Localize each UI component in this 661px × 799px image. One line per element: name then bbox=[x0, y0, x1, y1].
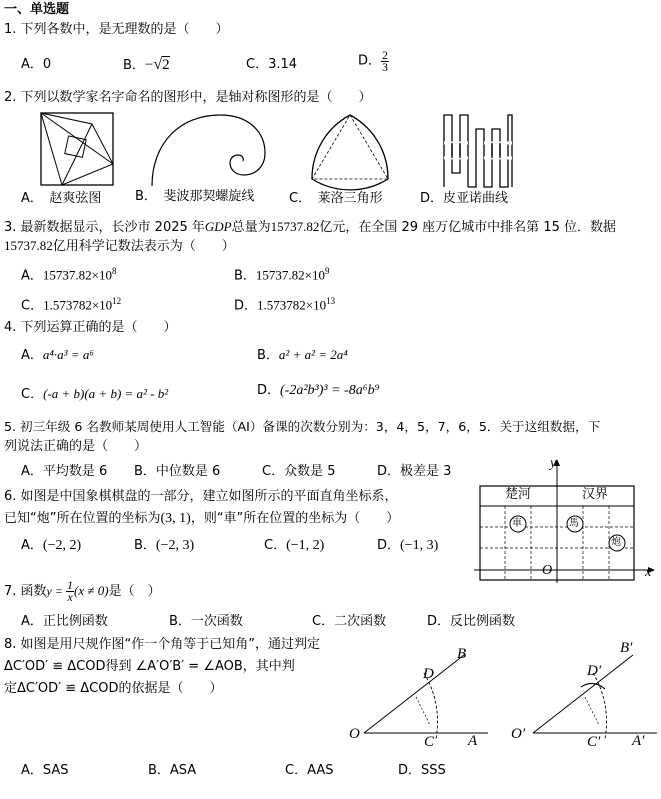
zhaoshuang-diagram bbox=[40, 112, 115, 187]
q3-c-label: C． bbox=[21, 298, 44, 314]
q3-stem-part2: 总量为 bbox=[231, 220, 271, 235]
q2-stem: 2. 下列以数学家名字命名的图形中，是轴对称图形的是（ ） bbox=[4, 90, 372, 105]
q7-frac-num: 1 bbox=[66, 578, 73, 592]
q6-stem-line2 bbox=[4, 511, 399, 527]
q4-d-label: D． bbox=[257, 383, 281, 398]
q3-d-base: 1.573782×10 bbox=[257, 297, 327, 313]
q6-b-val: (−2, 3) bbox=[155, 538, 195, 553]
q1-minus: − bbox=[144, 57, 154, 73]
q7-option-c[interactable]: C．二次函数 bbox=[312, 614, 387, 629]
q6-stem-line1: 6. 如图是中国象棋棋盘的一部分，建立如图所示的平面直角坐标系， bbox=[4, 489, 398, 504]
q4-option-b[interactable] bbox=[257, 347, 348, 364]
q3-stem-part3: 亿元，在全国 29 座万亿城市中排名第 15 位．数据 bbox=[319, 220, 616, 235]
q2-option-c[interactable]: C． 莱洛三角形 bbox=[289, 191, 383, 206]
q3-stem-line2 bbox=[4, 238, 235, 255]
label-D: D bbox=[423, 666, 434, 682]
q1-option-b-label: B． bbox=[123, 58, 145, 73]
q3-b-base: 15737.82×10 bbox=[255, 267, 326, 283]
q1-option-c[interactable]: C．3.14 bbox=[246, 57, 298, 72]
q5-stem-line2: 列说法正确的是（ ） bbox=[4, 439, 148, 454]
q1-option-b[interactable]: B．−√2 bbox=[123, 56, 170, 73]
q2-option-d[interactable]: D．皮亚诺曲线 bbox=[420, 191, 509, 206]
q8-stem-line2: ΔC′OD′ ≌ ΔCOD得到 ∠A′O′B′ = ∠AOB，其中判 bbox=[4, 659, 295, 674]
board-title-chuhe: 楚河 bbox=[505, 487, 532, 502]
q4-a-label: A． bbox=[21, 348, 43, 363]
q7-option-d[interactable]: D．反比例函数 bbox=[427, 614, 516, 629]
label-A: A bbox=[468, 733, 478, 749]
q3-option-c[interactable] bbox=[21, 293, 121, 314]
q3-number-2: 15737.82 bbox=[4, 238, 53, 253]
section-title: 一、单选题 bbox=[4, 2, 70, 17]
q1-option-d-label: D． bbox=[358, 53, 382, 69]
q3-stem-line1 bbox=[4, 219, 616, 236]
q1-frac-num: 2 bbox=[382, 48, 389, 62]
q3-c-exp: 12 bbox=[112, 296, 122, 306]
q6-a-label: A． bbox=[21, 538, 43, 553]
q3-d-exp: 13 bbox=[326, 296, 336, 306]
label-B: B bbox=[457, 646, 467, 662]
q2-option-b[interactable]: B． 斐波那契螺旋线 bbox=[135, 189, 255, 204]
q5-option-d[interactable]: D．极差是 3 bbox=[377, 464, 452, 479]
q1-option-d[interactable] bbox=[358, 50, 389, 73]
peano-curve bbox=[440, 113, 516, 188]
q6-stem-part2: ，则“車”所在位置的坐标为（ ） bbox=[190, 511, 400, 526]
label-D-prime: D′ bbox=[587, 663, 602, 679]
q3-option-a[interactable] bbox=[21, 263, 117, 284]
angle-figure-constructed bbox=[515, 645, 661, 745]
q3-stem-part1: 3. 最新数据显示，长沙市 2025 年 bbox=[4, 220, 205, 235]
q6-c-label: C． bbox=[264, 538, 287, 553]
q8-option-a[interactable]: A．SAS bbox=[21, 763, 69, 778]
q3-gdp: GDP bbox=[204, 219, 232, 234]
q5-option-b[interactable]: B．中位数是 6 bbox=[134, 464, 221, 479]
chessboard-figure bbox=[464, 458, 659, 583]
q8-stem-line3: 定ΔC′OD′ ≌ ΔCOD的依据是（ ） bbox=[4, 681, 223, 696]
q3-number: 15737.82 bbox=[270, 219, 320, 234]
board-title-hanjie: 汉界 bbox=[582, 487, 609, 502]
q7-frac-den: x bbox=[67, 590, 73, 604]
label-A-prime: A′ bbox=[632, 733, 645, 749]
origin-label: O bbox=[542, 563, 553, 578]
q3-b-label: B． bbox=[234, 268, 256, 284]
q8-option-d[interactable]: D．SSS bbox=[398, 763, 446, 778]
label-C-prime: C′ bbox=[587, 734, 601, 750]
q5-option-a[interactable]: A．平均数是 6 bbox=[21, 464, 108, 479]
q5-option-c[interactable]: C．众数是 5 bbox=[262, 464, 336, 479]
q6-option-a[interactable] bbox=[21, 538, 81, 554]
q6-d-label: D． bbox=[377, 538, 401, 553]
q4-option-d[interactable] bbox=[257, 383, 379, 399]
angle-figure-original bbox=[350, 645, 490, 745]
q7-y: y = bbox=[46, 584, 66, 598]
q4-c-label: C． bbox=[21, 387, 44, 402]
q7-option-a[interactable]: A．正比例函数 bbox=[21, 614, 108, 629]
q3-stem-part4: 亿用科学记数法表示为（ ） bbox=[52, 239, 235, 254]
q4-b-label: B． bbox=[257, 348, 279, 363]
q7-condition: (x ≠ 0) bbox=[73, 583, 109, 598]
q1-radicand: 2 bbox=[162, 57, 170, 73]
q6-option-b[interactable] bbox=[134, 538, 194, 554]
q6-a-val: (−2, 2) bbox=[42, 538, 82, 553]
q3-a-label: A． bbox=[21, 268, 43, 284]
q3-d-label: D． bbox=[234, 298, 258, 314]
q7-option-b[interactable]: B．一次函数 bbox=[169, 614, 243, 629]
piece-pao: 炮 bbox=[611, 537, 621, 548]
q5-stem-line1: 5. 初三年级 6 名教师某周使用人工智能（AI）备课的次数分别为：3，4，5，7，6，5．关于这组数据，下 bbox=[4, 419, 601, 434]
q4-a-expr: a⁴·a³ = a⁶ bbox=[42, 347, 94, 362]
q4-b-expr: a² + a² = 2a⁴ bbox=[278, 347, 348, 362]
q3-option-d[interactable] bbox=[234, 293, 335, 314]
reuleaux-triangle bbox=[310, 113, 390, 188]
axis-x-label: x bbox=[645, 565, 652, 580]
q4-c-expr: (-a + b)(a + b) = a² - b² bbox=[43, 386, 169, 401]
q6-b-label: B． bbox=[134, 538, 156, 553]
q3-a-base: 15737.82×10 bbox=[42, 267, 112, 283]
q7-stem-part1: 7. 函数 bbox=[4, 584, 47, 599]
axis-y-label: y bbox=[550, 456, 557, 471]
q3-b-exp: 9 bbox=[325, 266, 330, 276]
q4-option-c[interactable] bbox=[21, 386, 168, 403]
q3-c-base: 1.573782×10 bbox=[43, 297, 113, 313]
q6-pao-coord: (3, 1) bbox=[160, 511, 191, 526]
label-O-prime: O′ bbox=[511, 726, 526, 742]
q8-stem-line1: 8. 如图是用尺规作图“作一个角等于已知角”，通过判定 bbox=[4, 637, 321, 652]
q4-d-expr: (-2a²b³)³ = -8a⁶b⁹ bbox=[280, 383, 380, 398]
q4-option-a[interactable] bbox=[21, 347, 94, 364]
q6-c-val: (−1, 2) bbox=[286, 538, 325, 553]
q1-frac-den: 3 bbox=[382, 60, 389, 74]
fibonacci-spiral bbox=[150, 113, 268, 188]
q1-stem: 1. 下列各数中，是无理数的是（ ） bbox=[4, 22, 229, 37]
q7-stem bbox=[4, 580, 161, 602]
q8-option-c[interactable]: C．AAS bbox=[285, 763, 334, 778]
q3-a-exp: 8 bbox=[112, 266, 117, 276]
piece-ju: 車 bbox=[512, 518, 522, 529]
q2-option-a[interactable]: A． 赵爽弦图 bbox=[21, 191, 102, 206]
label-O: O bbox=[349, 726, 360, 742]
piece-ma: 馬 bbox=[569, 518, 579, 529]
label-B-prime: B′ bbox=[620, 640, 633, 656]
q6-stem-part1: 已知“炮”所在位置的坐标为 bbox=[4, 511, 161, 526]
q3-option-b[interactable] bbox=[234, 263, 330, 284]
label-C: C bbox=[424, 734, 435, 750]
q6-option-d[interactable] bbox=[377, 538, 438, 554]
q8-option-b[interactable]: B．ASA bbox=[148, 763, 197, 778]
q6-option-c[interactable] bbox=[264, 538, 324, 554]
q7-stem-part2: 是（ ） bbox=[108, 584, 161, 599]
q6-d-val: (−1, 3) bbox=[400, 538, 439, 553]
q1-option-a[interactable]: A．0 bbox=[21, 57, 52, 72]
q4-stem: 4. 下列运算正确的是（ ） bbox=[4, 320, 177, 335]
